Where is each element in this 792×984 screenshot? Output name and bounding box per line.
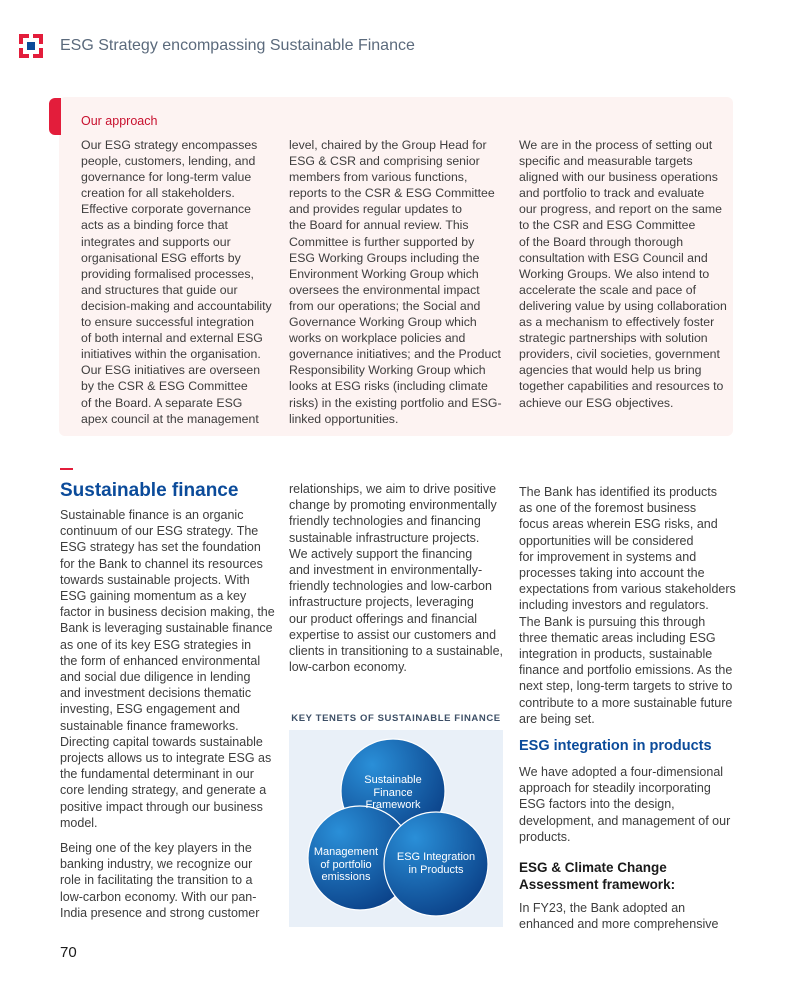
text-line: next step, long-term targets to strive to bbox=[519, 679, 733, 694]
text-line: The Bank has identified its products bbox=[519, 485, 718, 499]
text-line: Working Groups. We also intend to bbox=[519, 266, 710, 281]
text-line: Governance Working Group which bbox=[289, 315, 477, 330]
text-line: projects allows us to integrate ESG as bbox=[60, 751, 272, 766]
text-line: finance and portfolio emissions. As the bbox=[519, 663, 733, 678]
text-line: to ensure successful integration bbox=[81, 315, 254, 330]
text-line: as one of the foremost business bbox=[519, 501, 697, 516]
text-line: positive impact through our business bbox=[60, 799, 263, 814]
text-line: We actively support the financing bbox=[289, 546, 473, 561]
text-line: oversees the environmental impact bbox=[289, 282, 480, 297]
text-line: core lending strategy, and generate a bbox=[60, 783, 267, 798]
text-line: We have adopted a four-dimensional bbox=[519, 765, 724, 779]
text-line: governance for long-term value bbox=[81, 170, 252, 185]
text-line: Bank is leveraging sustainable finance bbox=[60, 621, 273, 636]
text-line: for improvement in systems and bbox=[519, 549, 697, 564]
label-sustainable-finance-framework bbox=[343, 774, 443, 812]
approach-column-2 bbox=[289, 137, 509, 427]
text-line: ESG & Climate Change bbox=[519, 860, 667, 875]
text-line: banking industry, we recognize our bbox=[60, 857, 253, 872]
text-line: ESG factors into the design, bbox=[519, 797, 675, 812]
text-line: consultation with ESG Council and bbox=[519, 250, 708, 265]
text-line: Assessment framework: bbox=[519, 877, 676, 892]
text-line: the Board for annual review. This bbox=[289, 218, 469, 233]
text-line: ESG gaining momentum as a key bbox=[60, 589, 247, 604]
label-esg-integration-products bbox=[386, 851, 486, 876]
text-line: and investment in environmentally- bbox=[289, 563, 483, 578]
text-line: low-carbon economy. bbox=[289, 660, 407, 675]
text-line: enhanced and more comprehensive bbox=[519, 917, 719, 932]
text-line: linked opportunities. bbox=[289, 411, 399, 426]
subheading-assessment-framework bbox=[519, 859, 729, 893]
text-line: integration in products, sustainable bbox=[519, 647, 713, 662]
text-line: Our ESG initiatives are overseen bbox=[81, 363, 261, 378]
text-line: apex council at the management bbox=[81, 411, 259, 426]
sustainable-finance-column-1 bbox=[60, 507, 275, 921]
text-line: together capabilities and resources to bbox=[519, 379, 724, 394]
text-line: focus areas wherein ESG risks, and bbox=[519, 517, 718, 532]
text-line: including investors and regulators. bbox=[519, 598, 709, 613]
text-line: our product offerings and financial bbox=[289, 611, 478, 626]
text-line: delivering value by using collaboration bbox=[519, 298, 727, 313]
text-line: Sustainable finance is an organic bbox=[60, 508, 244, 522]
text-line: integrates and supports our bbox=[81, 234, 231, 249]
text-line: the form of enhanced environmental bbox=[60, 653, 261, 668]
text-line: providing formalised processes, bbox=[81, 266, 254, 281]
text-line: creation for all stakeholders. bbox=[81, 186, 235, 201]
text-line: members from various functions, bbox=[289, 170, 468, 185]
text-line: Responsibility Working Group which bbox=[289, 363, 486, 378]
text-line: sustainable finance frameworks. bbox=[60, 718, 239, 733]
text-line: friendly technologies and low-carbon bbox=[289, 579, 492, 594]
text-line: expectations from various stakeholders bbox=[519, 582, 736, 597]
text-line: Framework bbox=[365, 799, 421, 811]
text-line: of the Board. A separate ESG bbox=[81, 395, 243, 410]
page-number: 70 bbox=[60, 944, 77, 961]
text-line: infrastructure projects, leveraging bbox=[289, 595, 474, 610]
text-line: In FY23, the Bank adopted an bbox=[519, 901, 686, 915]
text-line: from our operations; the Social and bbox=[289, 298, 481, 313]
text-line: people, customers, lending, and bbox=[81, 154, 256, 169]
text-line: Management bbox=[313, 846, 379, 858]
section-accent-dash bbox=[60, 468, 73, 470]
text-line: approach for steadily incorporating bbox=[519, 781, 711, 796]
label-portfolio-emissions bbox=[306, 846, 386, 884]
text-line: accelerate the scale and pace of bbox=[519, 282, 697, 297]
text-line: Committee is further supported by bbox=[289, 234, 475, 249]
text-line: risks) in the existing portfolio and ESG- bbox=[289, 395, 502, 410]
text-line: initiatives within the organisation. bbox=[81, 347, 261, 362]
tenets-venn-diagram bbox=[289, 709, 503, 927]
text-line: of portfolio bbox=[320, 858, 372, 871]
text-line: Directing capital towards sustainable bbox=[60, 734, 263, 749]
text-line: emissions bbox=[321, 871, 371, 883]
paragraph bbox=[60, 507, 275, 831]
text-line: opportunities will be considered bbox=[519, 533, 694, 548]
text-line: in Products bbox=[408, 863, 464, 876]
text-line: The Bank is pursuing this through bbox=[519, 614, 706, 629]
text-line: providers, civil societies, government bbox=[519, 347, 720, 362]
text-line: of both internal and external ESG bbox=[81, 331, 263, 346]
sustainable-finance-column-3 bbox=[519, 484, 736, 727]
text-line: low-carbon economy. With our pan- bbox=[60, 889, 257, 904]
text-line: level, chaired by the Group Head for bbox=[289, 138, 487, 152]
text-line: and portfolio to track and evaluate bbox=[519, 186, 705, 201]
text-line: acts as a binding force that bbox=[81, 218, 228, 233]
text-line: to the CSR and ESG Committee bbox=[519, 218, 696, 233]
esg-integration-body bbox=[519, 764, 731, 845]
text-line: governance initiatives; and the Product bbox=[289, 347, 501, 362]
text-line: for the Bank to channel its resources bbox=[60, 556, 263, 571]
text-line: products. bbox=[519, 829, 571, 844]
text-line: are being set. bbox=[519, 711, 595, 726]
text-line: clients in transitioning to a sustainable, bbox=[289, 644, 504, 659]
text-line: Finance bbox=[373, 786, 413, 799]
approach-accent-bar bbox=[49, 98, 61, 135]
text-line: We are in the process of setting out bbox=[519, 138, 713, 152]
text-line: decision-making and accountability bbox=[81, 298, 272, 313]
text-line: strategic partnerships with solution bbox=[519, 331, 708, 346]
sustainable-finance-column-2 bbox=[289, 481, 504, 675]
text-line: of the Board through thorough bbox=[519, 234, 684, 249]
text-line: model. bbox=[60, 815, 98, 830]
page-header-title: ESG Strategy encompassing Sustainable Finance bbox=[60, 37, 415, 54]
text-line: ESG & CSR and comprising senior bbox=[289, 154, 480, 169]
text-line: sustainable infrastructure projects. bbox=[289, 530, 480, 545]
text-line: three thematic areas including ESG bbox=[519, 630, 716, 645]
approach-column-1 bbox=[81, 137, 281, 427]
text-line: continuum of our ESG strategy. The bbox=[60, 524, 259, 539]
text-line: reports to the CSR & ESG Committee bbox=[289, 186, 495, 201]
text-line: Environment Working Group which bbox=[289, 266, 479, 281]
text-line: India presence and strong customer bbox=[60, 905, 260, 920]
bank-logo-icon bbox=[19, 34, 43, 58]
text-line: and investment decisions thematic bbox=[60, 686, 252, 701]
text-line: and social due diligence in lending bbox=[60, 670, 251, 685]
assessment-framework-body bbox=[519, 900, 731, 932]
text-line: expertise to assist our customers and bbox=[289, 627, 497, 642]
text-line: friendly technologies and financing bbox=[289, 514, 481, 529]
text-line: aligned with our business operations bbox=[519, 170, 718, 185]
text-line: achieve our ESG objectives. bbox=[519, 395, 674, 410]
text-line: works on workplace policies and bbox=[289, 331, 466, 346]
text-line: Effective corporate governance bbox=[81, 202, 251, 217]
text-line: Being one of the key players in the bbox=[60, 841, 252, 856]
text-line: agencies that would help us bring bbox=[519, 363, 702, 378]
text-line: ESG Working Groups including the bbox=[289, 250, 480, 265]
text-line: and structures that guide our bbox=[81, 282, 238, 297]
text-line: relationships, we aim to drive positive bbox=[289, 482, 497, 496]
key-tenets-infographic bbox=[289, 709, 503, 927]
text-line: change by promoting environmentally bbox=[289, 498, 497, 513]
text-line: investing, ESG engagement and bbox=[60, 702, 240, 717]
section-title-sustainable-finance: Sustainable finance bbox=[60, 480, 239, 501]
text-line: specific and measurable targets bbox=[519, 154, 693, 169]
text-line: ESG strategy has set the foundation bbox=[60, 540, 261, 555]
text-line: ESG Integration bbox=[396, 851, 476, 863]
text-line: and provides regular updates to bbox=[289, 202, 462, 217]
subheading-esg-integration: ESG integration in products bbox=[519, 738, 712, 754]
text-line: organisational ESG efforts by bbox=[81, 250, 241, 265]
approach-column-3 bbox=[519, 137, 729, 411]
text-line: as one of its key ESG strategies in bbox=[60, 637, 252, 652]
text-line: factor in business decision making, the bbox=[60, 605, 275, 620]
text-line: looks at ESG risks (including climate bbox=[289, 379, 488, 394]
approach-heading: Our approach bbox=[81, 114, 158, 128]
text-line: the fundamental determinant in our bbox=[60, 767, 254, 782]
text-line: as a mechanism to effectively foster bbox=[519, 315, 715, 330]
text-line: Sustainable bbox=[364, 774, 422, 786]
text-line: our progress, and report on the same bbox=[519, 202, 723, 217]
text-line: role in facilitating the transition to a bbox=[60, 873, 253, 888]
key-tenets-title: KEY TENETS OF SUSTAINABLE FINANCE bbox=[289, 709, 503, 730]
text-line: Our ESG strategy encompasses bbox=[81, 138, 258, 152]
text-line: processes taking into account the bbox=[519, 566, 705, 581]
text-line: development, and management of our bbox=[519, 813, 731, 828]
text-line: contribute to a more sustainable future bbox=[519, 695, 733, 710]
text-line: towards sustainable projects. With bbox=[60, 572, 250, 587]
paragraph bbox=[60, 840, 272, 921]
text-line: by the CSR & ESG Committee bbox=[81, 379, 248, 394]
